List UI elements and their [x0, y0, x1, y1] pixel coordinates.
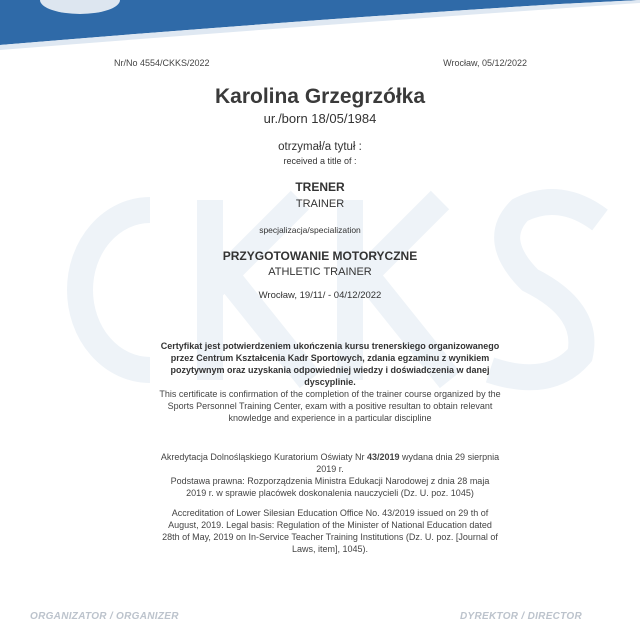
accreditation-en: Accreditation of Lower Silesian Education Office No. 43/2019 issued on 29 th of August, 2019. Legal basis: Regulation of the Minister of National Education dated 28th of May, 2019 on In-Service Teacher Training Institutions (Dz. U. poz. [Journal of Laws, item], 1045).	[162, 508, 498, 554]
course-dates: Wrocław, 19/11/ - 04/12/2022	[258, 290, 382, 301]
received-label-pl: otrzymał/a tytuł :	[278, 141, 362, 153]
issue-date: Wrocław, 05/12/2022	[443, 58, 527, 68]
accreditation-pl: Akredytacja Dolnośląskiego Kuratorium Oświaty Nr 43/2019 wydana dnia 29 sierpnia 2019 r.	[160, 452, 500, 474]
header-band	[0, 0, 640, 60]
statement-en: This certificate is confirmation of the completion of the trainer course organized by the Sports Personnel Training Center, exam with a positive resultan to obtain relevant knowledge and experience in a particular discipline	[159, 389, 501, 423]
title-en: TRAINER	[295, 198, 345, 210]
certificate-number: Nr/No 4554/CKKS/2022	[114, 58, 210, 68]
specialization-label: specjalizacja/specialization	[259, 225, 361, 235]
specialization-en: ATHLETIC TRAINER	[268, 266, 372, 278]
statement-pl: Certyfikat jest potwierdzeniem ukończenia kursu trenerskiego organizowanego przez Centrum Kształcenia Kadr Sportowych, zdania egzaminu z wynikiem pozytywnym oraz uzyskania odpowiedniej wiedzy i doświadczenia w danej dyscyplinie.	[160, 341, 500, 387]
director-label: DYREKTOR / DIRECTOR	[460, 611, 583, 622]
specialization-pl: PRZYGOTOWANIE MOTORYCZNE	[222, 249, 418, 263]
birth-date: ur./born 18/05/1984	[263, 111, 377, 126]
title-pl: TRENER	[295, 180, 345, 194]
legal-basis-pl: Podstawa prawna: Rozporządzenia Ministra Edukacji Narodowej z dnia 28 maja 2019 r. w sprawie placówek doskonalenia nauczycieli (Dz. U. poz. 1045)	[170, 476, 490, 498]
organizer-label: ORGANIZATOR / ORGANIZER	[30, 611, 179, 622]
recipient-name: Karolina Grzegrzółka	[214, 85, 426, 108]
received-label-en: received a title of :	[283, 156, 357, 166]
